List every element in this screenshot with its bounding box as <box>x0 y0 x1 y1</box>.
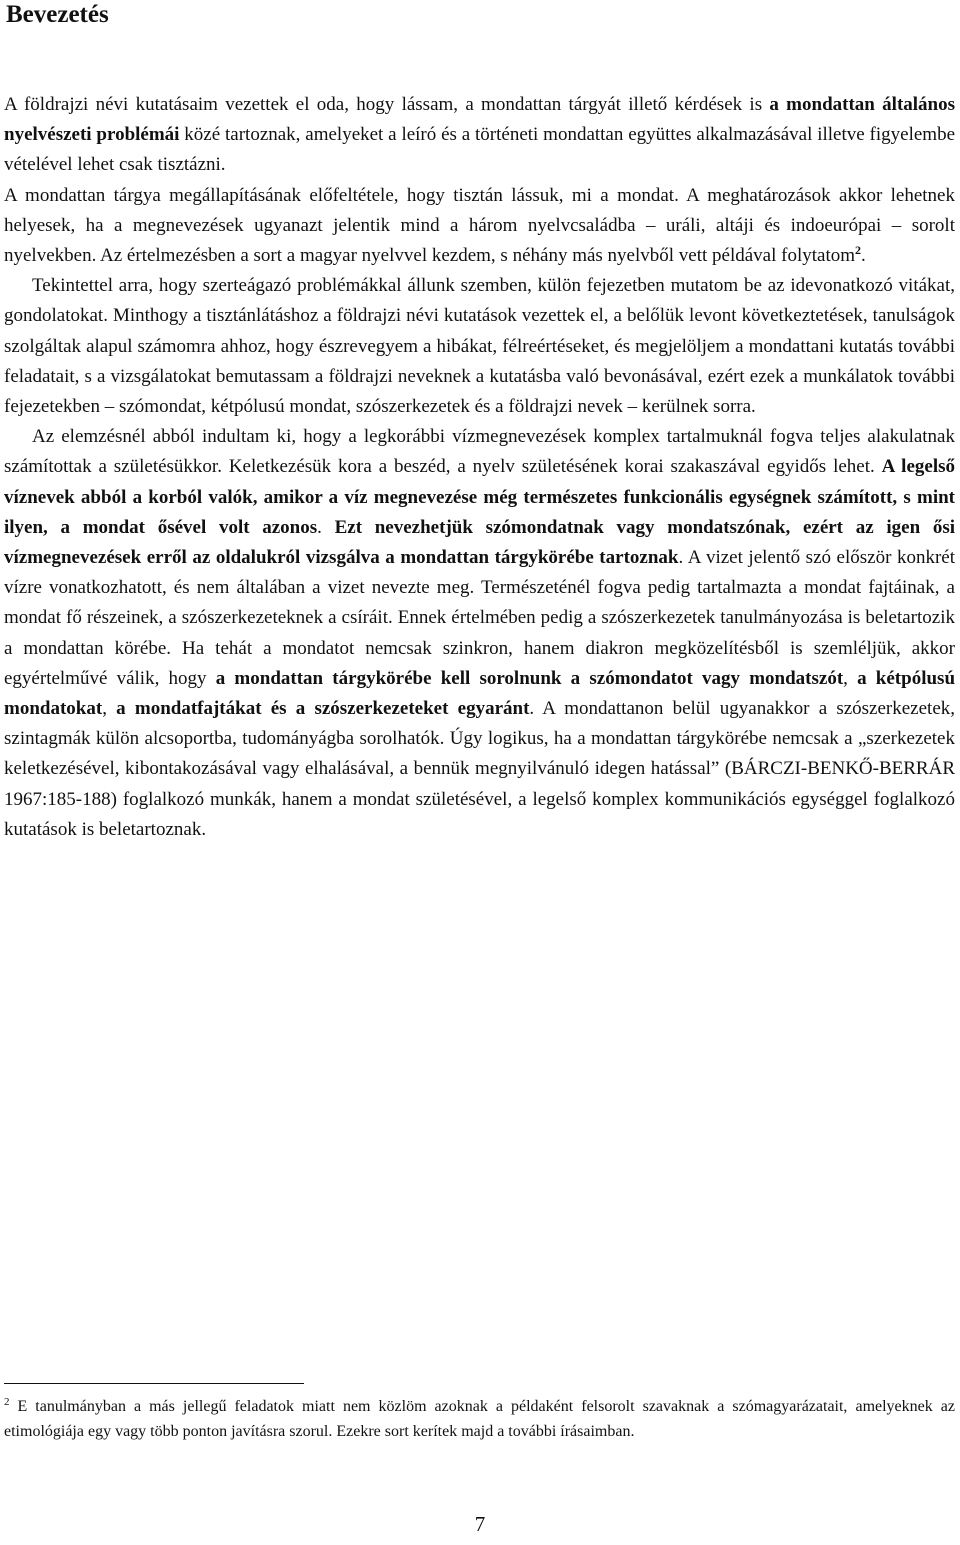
bold-text: A legelső víznevek abból a korból valók, amikor a víz megnevezése még természetes funkcionális egységnek számított, s mint ilyen, a mondat ősével volt azonos <box>4 456 955 538</box>
text-run: Az elemzésnél abból indultam ki, hogy a legkorábbi vízmegnevezések komplex tartalmuknál fogva teljes alakulatnak számítottak a születésükkor. Keletkezésük kora a beszéd, a nyelv születésének korai szakaszával egyidős lehet. <box>4 426 955 478</box>
footnote-divider <box>4 1383 304 1384</box>
footnote-reference: 2 <box>855 243 862 258</box>
bold-text: a kétpólusú mondatokat <box>4 667 956 720</box>
text-run: közé tartoznak, amelyeket a leíró és a történeti mondattan együttes alkalmazásával illetve figyelembe vételével lehet csak tisztázni. <box>4 124 956 176</box>
paragraph <box>4 181 955 272</box>
paragraph <box>4 90 955 181</box>
text-run: A mondattan tárgya megállapításának előfeltétele, hogy tisztán lássuk, mi a mondat. A meghatározások akkor lehetnek helyesek, ha a megnevezések ugyanazt jelentik mind a három nyelvcsaládba – uráli, altáji és indoeurópai – sorolt nyelvekben. Az értelmezésben a sort a magyar nyelvvel kezdem, s néhány más nyelvből vett példával folytatom <box>4 184 955 267</box>
footnote-text: E tanulmányban a más jellegű feladatok miatt nem közlöm azoknak a példaként felsorolt szavaknak a szómagyarázatait, amelyeknek az etimológiája egy vagy több ponton javításra szorul. Ezekre sort kerítek majd a további írásaimban. <box>4 1398 955 1440</box>
text-run: , <box>843 667 858 689</box>
bold-text: a mondattan tárgykörébe kell sorolnunk a szómondatot vagy mondatszót <box>215 667 844 689</box>
paragraph <box>4 271 955 422</box>
footnote <box>4 1395 955 1444</box>
page-number: 7 <box>474 1512 486 1536</box>
text-run: . A mondattanon belül ugyanakkor a szószerkezetek, szintagmák külön alcsoportba, tudományágba sorolhatók. Úgy logikus, ha a mondattan tárgykörébe nemcsak a „szerkezetek keletkezésével, kibontakozásával vagy elhalásával, a bennük megnyilvánuló idegen hatással” (BÁRCZI-BENKŐ-BERRÁR 1967:185-188) foglalkozó munkák, hanem a mondat születésével, a legelső komplex kommunikációs egységgel foglalkozó kutatások is beletartoznak. <box>4 698 956 840</box>
footnote-mark: 2 <box>4 1396 10 1408</box>
text-run: . <box>317 516 335 538</box>
bold-text: a mondatfajtákat és a szószerkezeteket egyaránt <box>116 698 530 720</box>
paragraph <box>4 422 955 845</box>
bold-text: Ezt nevezhetjük szómondatnak vagy mondatszónak, ezért az igen ősi vízmegnevezések erről az oldalukról vizsgálva a mondattan tárgykörébe tartoznak <box>4 516 956 569</box>
body-text <box>4 90 955 845</box>
section-heading: Bevezetés <box>6 1 109 28</box>
bold-text: a mondattan általános nyelvészeti problémái <box>4 94 956 146</box>
text-run: . <box>861 245 866 267</box>
text-run: . A vizet jelentő szó először konkrét vízre vonatkozhatott, és nem általában a vizet nevezte meg. Természeténél fogva pedig tartalmazta a mondat fajtáinak, a mondat fő részeinek, a szószerkezeteknek a csíráit. Ennek értelmében pedig a szószerkezetek tanulmányozása is beletartozik a mondattan körébe. Ha tehát a mondatot nemcsak szinkron, hanem diakron megközelítésből is szemléljük, akkor egyértelművé válik, hogy <box>4 547 956 689</box>
text-run: , <box>102 698 117 720</box>
text-run: A földrajzi névi kutatásaim vezettek el oda, hogy lássam, a mondattan tárgyát illető kérdések is <box>4 94 770 115</box>
text-run: Tekintettel arra, hogy szerteágazó problémákkal állunk szemben, külön fejezetben mutatom be az idevonatkozó vitákat, gondolatokat. Minthogy a tisztánlátáshoz a földrajzi névi kutatások vezettek el, a belőlük levont következtetések, tanulságok szolgáltak alapul számomra ahhoz, hogy észrevegyem a hibákat, félreértéseket, és megjelöljem a mondattani kutatás további feladatait, s a vizsgálatokat bemutassam a földrajzi neveknek a kutatásba való bevonásával, ezért ezek a munkálatok további fejezetekben – szómondat, kétpólusú mondat, szószerkezetek és a földrajzi nevek – kerülnek sorra. <box>4 275 955 418</box>
